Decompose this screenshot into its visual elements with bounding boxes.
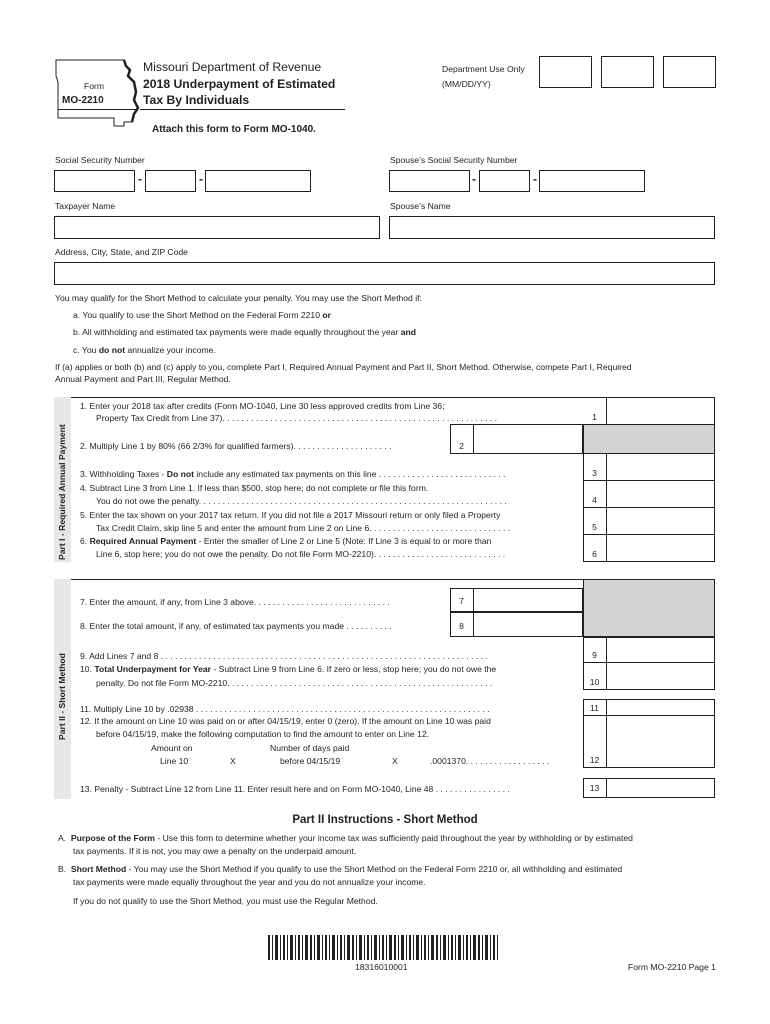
form-label: Form	[84, 81, 105, 91]
dept-use-label: Department Use Only	[442, 64, 525, 74]
line4-num-divider	[606, 480, 607, 508]
line10-text-b: penalty. Do not file Form MO-2210. . . . . . . . . . . . . . . . . . . . . . . . . . . . . . . . . . . . . . . . . . . . . . . . . . . . . . . .	[96, 678, 493, 688]
spouse-ssn-part1-input[interactable]	[389, 170, 470, 192]
line8-number: 8	[459, 621, 464, 631]
instruction-b-cont: tax payments were made equally throughout the year and you do not annualize your income.	[73, 877, 426, 887]
line12-text-b: before 04/15/19, make the following computation to find the amount to enter on Line 12.	[96, 729, 429, 739]
ssn-part2-input[interactable]	[145, 170, 196, 192]
line5-text-a: 5. Enter the tax shown on your 2017 tax return. If you did not file a 2017 Missouri return or only filed a Property	[80, 510, 501, 520]
ssn-dash1: -	[138, 172, 142, 186]
spouse-ssn-dash2: -	[533, 172, 537, 186]
spouse-ssn-dash1: -	[472, 172, 476, 186]
rate-text: .0001370. . . . . . . . . . . . . . . . . .	[430, 756, 550, 766]
intro-condition-a: a. You qualify to use the Short Method on the Federal Form 2210 or	[73, 310, 331, 320]
line4-text-b: You do not owe the penalty. . . . . . . . . . . . . . . . . . . . . . . . . . . . . . . . . . . . . . . . . . . . . . . . . . . . . . . . . . . . . . . . .	[96, 496, 507, 506]
line10-label: Line 10	[160, 756, 189, 766]
spouse-name-label: Spouse’s Name	[390, 201, 451, 211]
line5-num-divider	[606, 507, 607, 535]
spouse-ssn-part2-input[interactable]	[479, 170, 530, 192]
line12-num-divider	[606, 715, 607, 768]
dept-use-year-box[interactable]	[663, 56, 716, 88]
line13-text: 13. Penalty - Subtract Line 12 from Line 11. Enter result here and on Form MO-1040, Line 48 . . . . . . . . . . . . . . . .	[80, 784, 510, 794]
line2-shaded-area	[583, 424, 715, 454]
line1-text-b: Property Tax Credit from Line 37). . . . . . . . . . . . . . . . . . . . . . . . . . . . . . . . . . . . . . . . . . . . . . . . . . . . . . . . . .	[96, 413, 497, 423]
intro-line1: You may qualify for the Short Method to calculate your penalty. You may use the Short Method if:	[55, 293, 422, 303]
line9-text: 9. Add Lines 7 and 8 . . . . . . . . . . . . . . . . . . . . . . . . . . . . . . . . . . . . . . . . . . . . . . . . . . . . . . . . . . . . . . . . . . . . .	[80, 651, 488, 661]
line9-number: 9	[592, 650, 597, 660]
line2-num-divider	[473, 424, 474, 454]
intro-if-line1: If (a) applies or both (b) and (c) apply to you, complete Part I, Required Annual Payment and Part II, Short Method. Otherwise, compete Part I, Required	[55, 362, 632, 372]
intro-condition-c: c. You do not annualize your income.	[73, 345, 216, 355]
department-name: Missouri Department of Revenue	[143, 60, 322, 74]
address-label: Address, City, State, and ZIP Code	[55, 247, 188, 257]
line1-num-divider	[606, 397, 607, 425]
instructions-heading: Part II Instructions - Short Method	[292, 814, 478, 826]
line6-text-b: Line 6, stop here; you do not owe the penalty. Do not file Form MO-2210). . . . . . . . . . . . . . . . . . . . . . . . . . . .	[96, 549, 506, 559]
line4-text-a: 4. Subtract Line 3 from Line 1. If less than $500, stop here; do not complete or file this form.	[80, 483, 429, 493]
form-title-line1: 2018 Underpayment of Estimated	[143, 77, 336, 91]
line5-text-b: Tax Credit Claim, skip line 5 and enter the amount from Line 2 on Line 6. . . . . . . . . . . . . . . . . . . . . . . . . . . . . .	[96, 523, 511, 533]
line3-number: 3	[592, 468, 597, 478]
address-input[interactable]	[54, 262, 715, 285]
line10-text-a: 10. Total Underpayment for Year - Subtract Line 9 from Line 6. If zero or less, stop here; you do not owe the	[80, 664, 497, 674]
line7-8-shaded-area	[583, 579, 715, 637]
form-title-line2: Tax By Individuals	[143, 93, 250, 107]
instruction-regular-method: If you do not qualify to use the Short Method, you must use the Regular Method.	[73, 896, 378, 906]
instruction-a: A. Purpose of the Form - Use this form to determine whether your income tax was sufficiently paid throughout the year by withholding or by estimated	[58, 833, 633, 843]
ssn-part3-input[interactable]	[205, 170, 311, 192]
taxpayer-name-label: Taxpayer Name	[55, 201, 116, 211]
taxpayer-name-input[interactable]	[54, 216, 380, 239]
line7-text: 7. Enter the amount, if any, from Line 3 above. . . . . . . . . . . . . . . . . . . . . . . . . . . . .	[80, 597, 390, 607]
intro-condition-b: b. All withholding and estimated tax payments were made equally throughout the year and	[73, 327, 416, 337]
line6-num-divider	[606, 534, 607, 562]
line2-number: 2	[459, 441, 464, 451]
line9-num-divider	[606, 637, 607, 663]
days-paid-label: Number of days paid	[270, 743, 350, 753]
line6-text-a: 6. Required Annual Payment - Enter the smaller of Line 2 or Line 5 (Note: If Line 3 is equal to or more than	[80, 536, 492, 546]
spouse-name-input[interactable]	[389, 216, 715, 239]
line7-num-divider	[473, 588, 474, 612]
dept-use-month-box[interactable]	[539, 56, 592, 88]
spouse-ssn-label: Spouse’s Social Security Number	[390, 155, 518, 165]
line11-num-divider	[606, 699, 607, 716]
line3-text: 3. Withholding Taxes - Do not include any estimated tax payments on this line . . . . . . . . . . . . . . . . . . . . . . . . . . .	[80, 469, 506, 479]
line12-number: 12	[589, 755, 600, 765]
line6-number: 6	[592, 549, 597, 559]
amount-on-label: Amount on	[151, 743, 193, 753]
before-date-label: before 04/15/19	[280, 756, 341, 766]
line4-number: 4	[592, 495, 597, 505]
line13-number: 13	[589, 783, 600, 793]
line12-text-a: 12. If the amount on Line 10 was paid on or after 04/15/19, enter 0 (zero). If the amount on Line 10 was paid	[80, 716, 491, 726]
ssn-label: Social Security Number	[55, 155, 145, 165]
line8-text: 8. Enter the total amount, if any, of estimated tax payments you made . . . . . . . . . .	[80, 621, 392, 631]
line8-num-divider	[473, 612, 474, 637]
spouse-ssn-part3-input[interactable]	[539, 170, 645, 192]
page-label: Form MO-2210 Page 1	[628, 962, 716, 972]
intro-if-line2: Annual Payment and Part III, Regular Method.	[55, 374, 231, 384]
part1-side-label: Part I - Required Annual Payment	[57, 424, 67, 560]
dept-use-format: (MM/DD/YY)	[442, 79, 491, 89]
line3-num-divider	[606, 453, 607, 481]
multiply-x1: X	[230, 756, 236, 766]
multiply-x2: X	[392, 756, 398, 766]
barcode-number: 18316010001	[355, 962, 408, 972]
line2-text: 2. Multiply Line 1 by 80% (66 2/3% for qualified farmers). . . . . . . . . . . . . . . . . . . . .	[80, 441, 392, 451]
line10-number: 10	[589, 677, 600, 687]
barcode-image	[268, 935, 498, 960]
missouri-map-outline	[54, 56, 140, 130]
dept-use-day-box[interactable]	[601, 56, 654, 88]
form-number-underline	[58, 109, 138, 110]
title-underline	[140, 109, 345, 110]
attach-note: Attach this form to Form MO-1040.	[152, 124, 316, 135]
line13-num-divider	[606, 778, 607, 798]
form-number: MO-2210	[62, 95, 104, 106]
instruction-b: B. Short Method - You may use the Short Method if you qualify to use the Short Method on the Federal Form 2210 or, all withholding and estimated	[58, 864, 623, 874]
line7-number: 7	[459, 596, 464, 606]
line1-number: 1	[592, 412, 597, 422]
line11-text: 11. Multiply Line 10 by .02938 . . . . . . . . . . . . . . . . . . . . . . . . . . . . . . . . . . . . . . . . . . . . . . . . . . . . . . . . . . . . . .	[80, 704, 490, 714]
line10-num-divider	[606, 662, 607, 690]
ssn-dash2: -	[199, 172, 203, 186]
ssn-part1-input[interactable]	[54, 170, 135, 192]
line1-text-a: 1. Enter your 2018 tax after credits (Form MO-1040, Line 30 less approved credits from Line 36;	[80, 401, 445, 411]
line5-number: 5	[592, 522, 597, 532]
line11-number: 11	[590, 703, 599, 713]
instruction-a-cont: tax payments. If it is not, you may owe a penalty on the underpaid amount.	[73, 846, 357, 856]
part2-side-label: Part II - Short Method	[57, 653, 67, 740]
